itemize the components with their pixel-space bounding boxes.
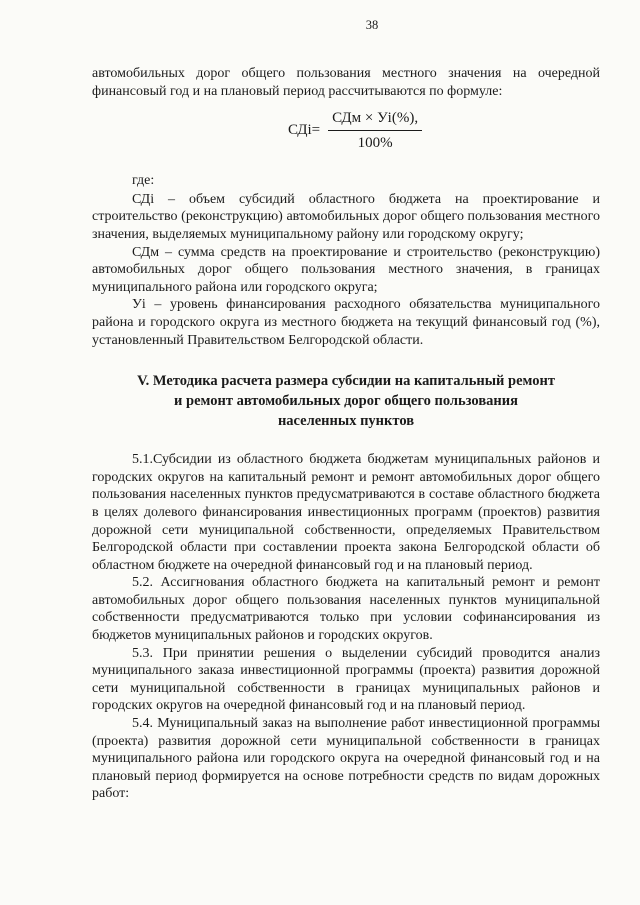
definition-sdm: СДм – сумма средств на проектирование и строительство (реконструкцию) автомобильных дорог общего пользования местного значения, в границах муниципального района или городского округа;	[92, 244, 600, 295]
formula	[288, 110, 600, 152]
section-heading-line-2: и ремонт автомобильных дорог общего пользования	[174, 393, 518, 410]
where-label: где:	[132, 173, 155, 189]
paragraph-5-2: 5.2. Ассигнования областного бюджета на капитальный ремонт и ремонт автомобильных дорог общего пользования населенных пунктов муниципальной собственности предусматриваются только при условии софинансирования из бюджетов муниципальных районов и городских округов.	[92, 575, 600, 644]
section-heading-line-1: V. Методика расчета размера субсидии на капитальный ремонт	[137, 373, 555, 390]
definition-sdi: СДi – объем субсидий областного бюджета на проектирование и строительство (реконструкцию) автомобильных дорог общего пользования местного значения, выделяемых муниципальному району или городскому округу;	[92, 191, 600, 242]
page-number: 38	[365, 18, 379, 32]
paragraph-5-1: 5.1.Субсидии из областного бюджета бюджетам муниципальных районов и городских округов на капитальный ремонт и ремонт автомобильных дорог общего пользования населенных пунктов предусматриваются в составе областного бюджета в целях долевого финансирования инвестиционных программ (проектов) развития дорожной сети муниципальной собственности, определяемых Правительством Белгородской области при составлении проекта закона Белгородской области об областном бюджете на очередной финансовый год и на плановый период.	[92, 452, 600, 573]
formula-lhs: СДi=	[288, 121, 321, 138]
formula-fraction	[328, 110, 422, 152]
intro-paragraph: автомобильных дорог общего пользования местного значения на очередной финансовый год и на плановый период рассчитываются по формуле:	[92, 66, 600, 99]
formula-denominator: 100%	[357, 135, 393, 152]
formula-numerator: СДм × Уi(%),	[328, 110, 422, 131]
definition-ui: Уi – уровень финансирования расходного обязательства муниципального района и городского округа из местного бюджета на текущий финансовый год (%), установленный Правительством Белгородской области.	[92, 297, 600, 348]
paragraph-5-3: 5.3. При принятии решения о выделении субсидий проводится анализ муниципального заказа инвестиционной программы (проекта) развития дорожной сети муниципальной собственности в границах муниципальных районов и городских округов на очередной финансовый год и на плановый период.	[92, 645, 600, 714]
paragraph-5-4: 5.4. Муниципальный заказ на выполнение работ инвестиционной программы (проекта) развития дорожной сети муниципальной собственности в границах муниципального района или городского округа на очередной финансовый год и на плановый период формируется на основе потребности средств по видам дорожных работ:	[92, 716, 600, 802]
section-heading-line-3: населенных пунктов	[277, 413, 415, 430]
section-heading	[92, 371, 600, 431]
